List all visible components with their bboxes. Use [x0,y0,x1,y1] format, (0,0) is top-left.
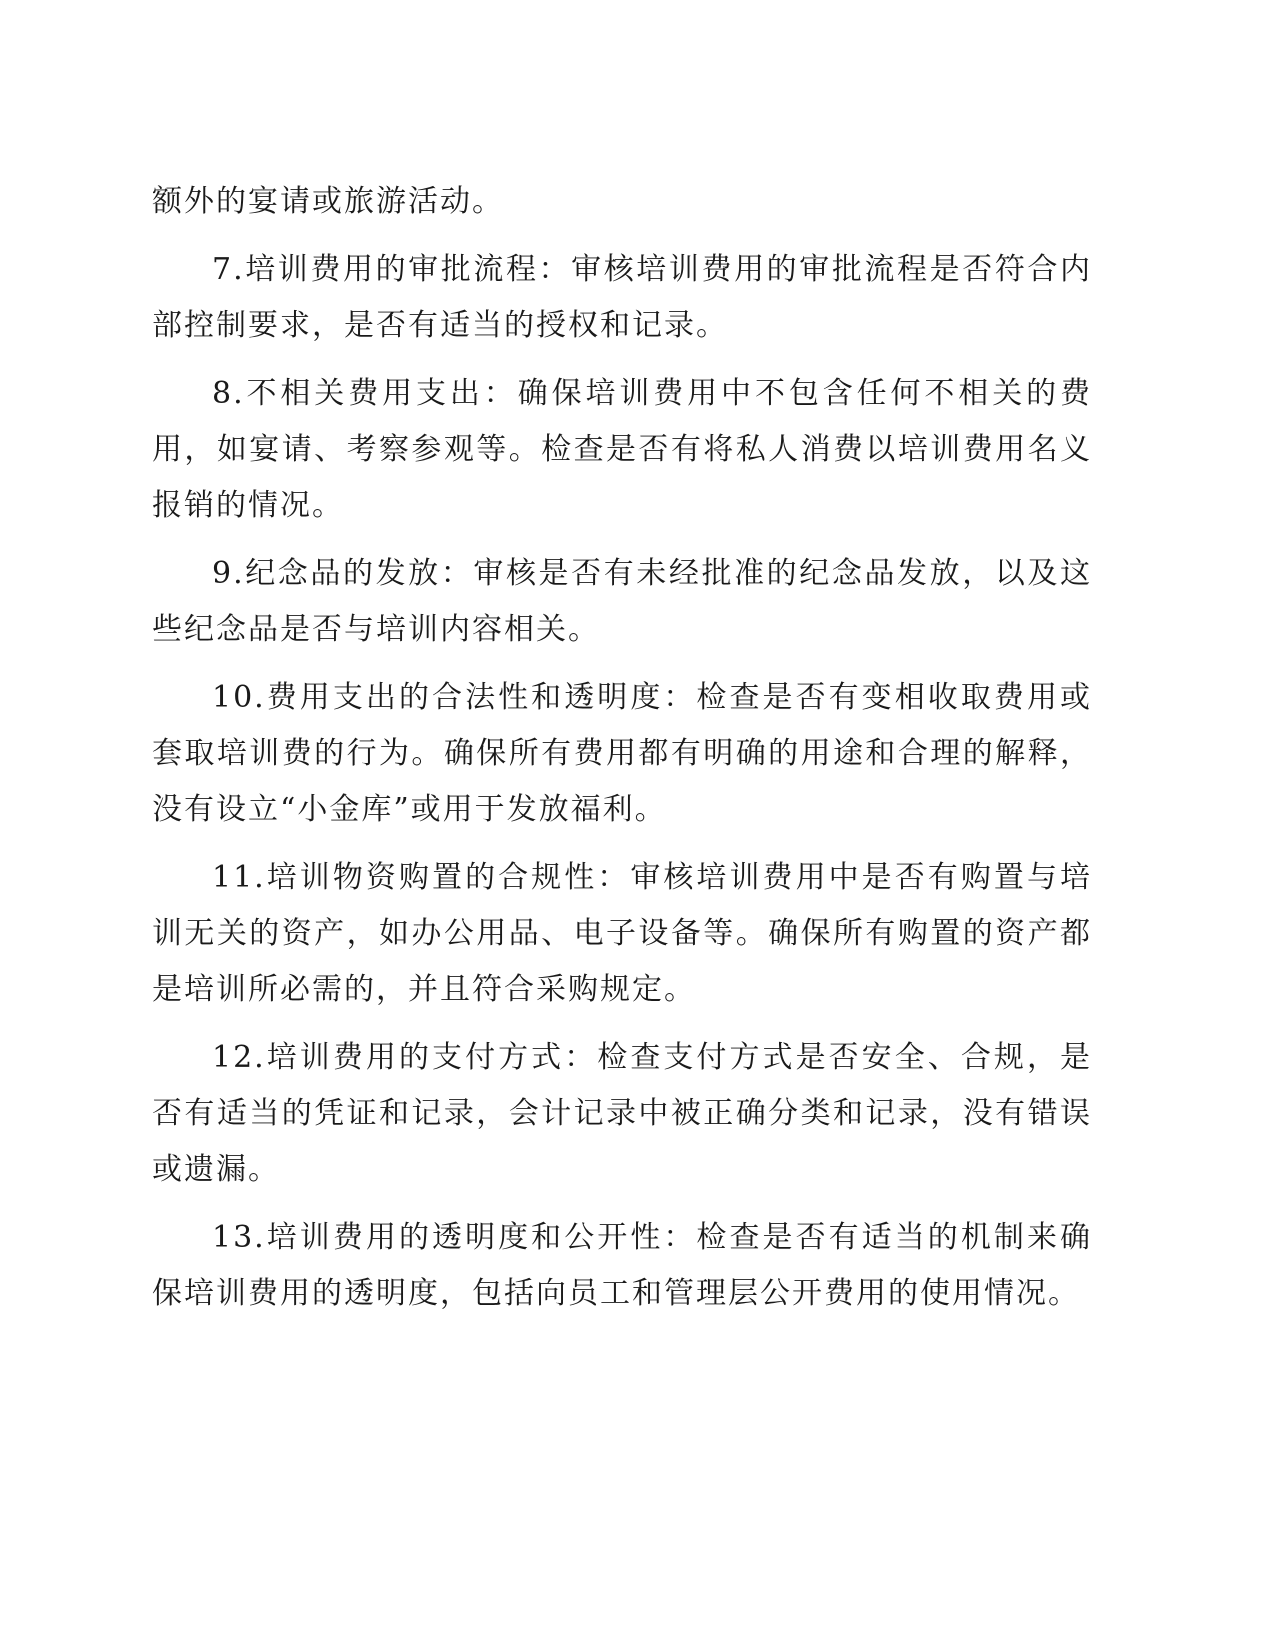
paragraph-item-11: 11.培训物资购置的合规性：审核培训费用中是否有购置与培训无关的资产，如办公用品、电子设备等。确保所有购置的资产都是培训所必需的，并且符合采购规定。 [152,860,1092,1007]
paragraph-continuation: 额外的宴请或旅游活动。 [152,184,504,219]
paragraph-item-8: 8.不相关费用支出：确保培训费用中不包含任何不相关的费用，如宴请、考察参观等。检查是否有将私人消费以培训费用名义报销的情况。 [152,376,1092,523]
paragraph-item-13: 13.培训费用的透明度和公开性：检查是否有适当的机制来确保培训费用的透明度，包括向员工和管理层公开费用的使用情况。 [152,1220,1092,1311]
paragraph-item-12: 12.培训费用的支付方式：检查支付方式是否安全、合规，是否有适当的凭证和记录，会计记录中被正确分类和记录，没有错误或遗漏。 [152,1040,1092,1187]
document-body [152,174,1092,1334]
paragraph-item-7: 7.培训费用的审批流程：审核培训费用的审批流程是否符合内部控制要求，是否有适当的授权和记录。 [152,252,1092,343]
paragraph-item-9: 9.纪念品的发放：审核是否有未经批准的纪念品发放，以及这些纪念品是否与培训内容相关。 [152,556,1092,647]
paragraph-item-10: 10.费用支出的合法性和透明度：检查是否有变相收取费用或套取培训费的行为。确保所有费用都有明确的用途和合理的解释，没有设立“小金库”或用于发放福利。 [152,680,1092,827]
